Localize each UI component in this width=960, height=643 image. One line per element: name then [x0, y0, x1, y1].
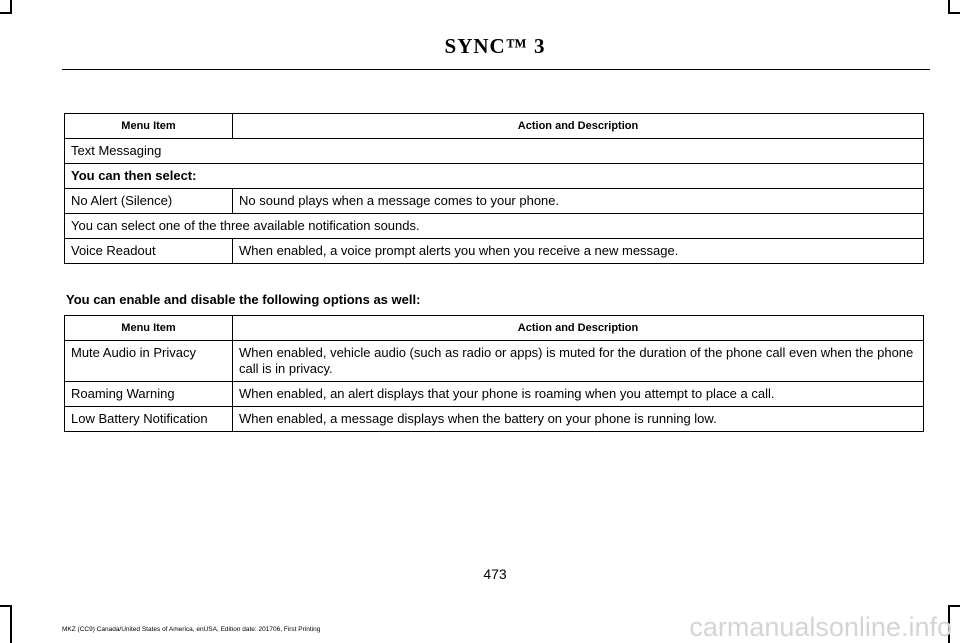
menu-item-cell: No Alert (Silence) — [65, 189, 233, 214]
column-header-action: Action and Description — [233, 316, 924, 341]
menu-item-cell: Low Battery Notification — [65, 407, 233, 432]
description-cell: When enabled, vehicle audio (such as radio or apps) is muted for the duration of the phone call even when the phone call is in privacy. — [233, 341, 924, 382]
table-row — [65, 239, 924, 264]
section-label: Text Messaging — [65, 139, 924, 164]
footer-edition-text: MKZ (CC9) Canada/United States of America, enUSA, Edition date: 201706, First Printing — [62, 626, 321, 633]
phone-options-table — [64, 315, 924, 432]
note-cell: You can select one of the three available notification sounds. — [65, 214, 924, 239]
column-header-menu-item: Menu Item — [65, 114, 233, 139]
table-row — [65, 189, 924, 214]
menu-item-cell: Mute Audio in Privacy — [65, 341, 233, 382]
column-header-menu-item: Menu Item — [65, 316, 233, 341]
table-row — [65, 164, 924, 189]
crop-mark — [948, 605, 960, 607]
table-header-row — [65, 316, 924, 341]
menu-item-cell: Roaming Warning — [65, 382, 233, 407]
crop-mark — [0, 605, 12, 607]
table-row — [65, 214, 924, 239]
crop-mark — [948, 12, 960, 14]
description-cell: When enabled, a voice prompt alerts you when you receive a new message. — [233, 239, 924, 264]
description-cell: When enabled, an alert displays that your phone is roaming when you attempt to place a call. — [233, 382, 924, 407]
crop-mark — [10, 605, 12, 643]
menu-item-cell: Voice Readout — [65, 239, 233, 264]
column-header-action: Action and Description — [233, 114, 924, 139]
crop-mark — [0, 12, 12, 14]
page-title: SYNC™ 3 — [444, 34, 546, 58]
table-row — [65, 407, 924, 432]
select-prompt: You can then select: — [65, 164, 924, 189]
intro-text: You can enable and disable the following options as well: — [66, 292, 421, 307]
page-number: 473 — [483, 566, 507, 582]
table-row — [65, 341, 924, 382]
title-rule — [62, 69, 930, 70]
description-cell: When enabled, a message displays when the battery on your phone is running low. — [233, 407, 924, 432]
table-row — [65, 382, 924, 407]
table-row — [65, 139, 924, 164]
text-messaging-table — [64, 113, 924, 264]
watermark: carmanualsonline.info — [689, 612, 952, 642]
table-header-row — [65, 114, 924, 139]
description-cell: No sound plays when a message comes to your phone. — [233, 189, 924, 214]
